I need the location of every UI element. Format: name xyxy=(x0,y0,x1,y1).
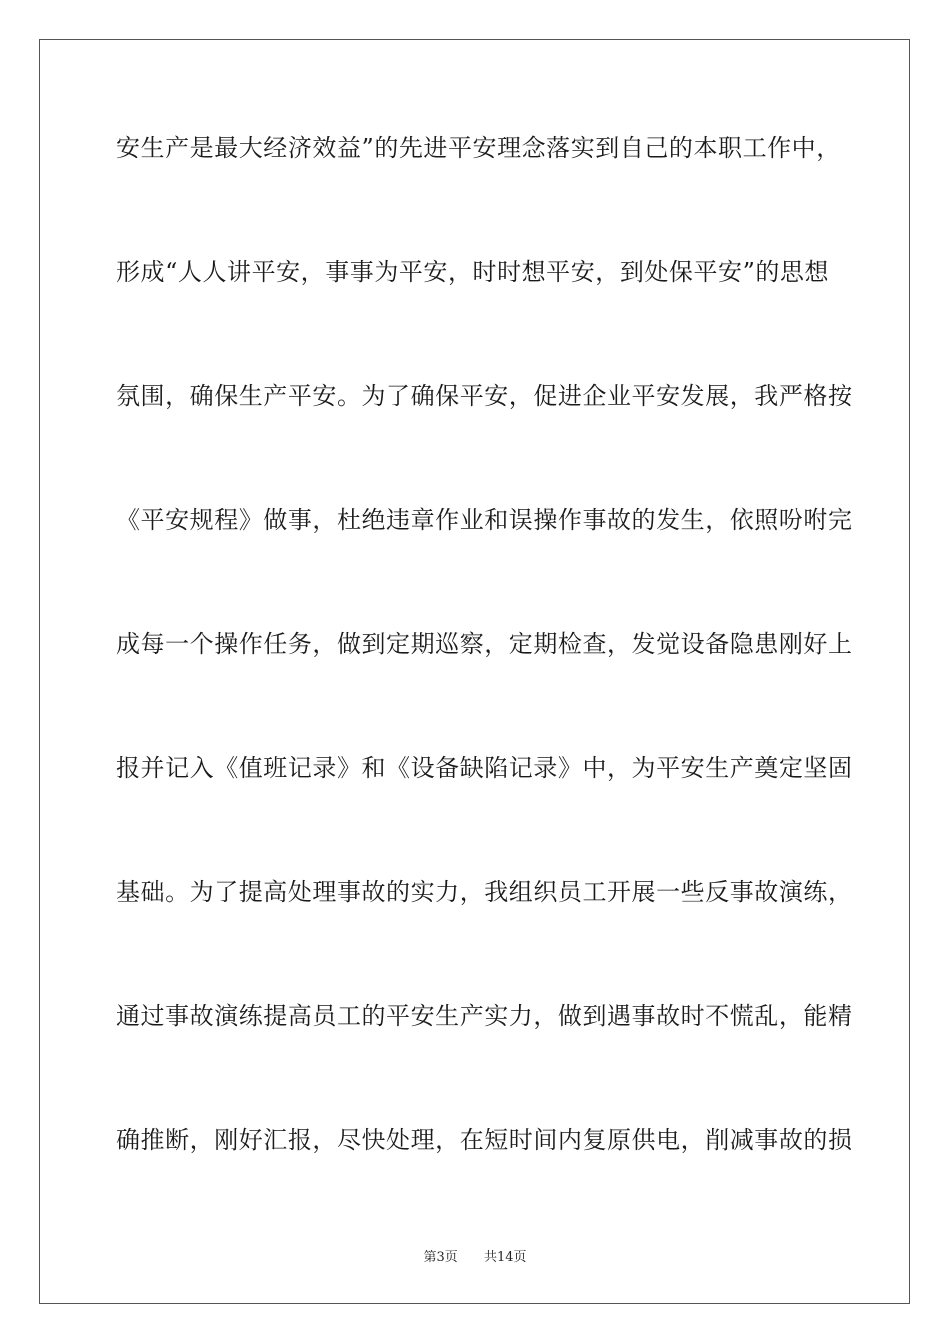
text-line: 氛围，确保生产平安。为了确保平安，促进企业平安发展，我严格按 xyxy=(116,382,853,410)
text-line: 报并记入《值班记录》和《设备缺陷记录》中，为平安生产奠定坚固 xyxy=(116,754,853,782)
page-number: 第3页 xyxy=(423,1250,458,1265)
total-pages: 共14页 xyxy=(484,1250,527,1265)
text-line: 《平安规程》做事，杜绝违章作业和误操作事故的发生，依照吩咐完 xyxy=(116,506,853,534)
page-footer xyxy=(0,1246,950,1265)
text-line: 形成“人人讲平安，事事为平安，时时想平安，到处保平安”的思想 xyxy=(116,258,830,286)
text-line: 成每一个操作任务，做到定期巡察，定期检查，发觉设备隐患刚好上 xyxy=(116,630,853,658)
text-line: 确推断，刚好汇报，尽快处理，在短时间内复原供电，削减事故的损 xyxy=(116,1126,853,1154)
document-body xyxy=(116,125,853,1241)
text-line: 通过事故演练提高员工的平安生产实力，做到遇事故时不慌乱，能精 xyxy=(116,1002,853,1030)
text-line: 安生产是最大经济效益”的先进平安理念落实到自己的本职工作中， xyxy=(116,134,841,162)
text-line: 基础。为了提高处理事故的实力，我组织员工开展一些反事故演练， xyxy=(116,878,853,906)
